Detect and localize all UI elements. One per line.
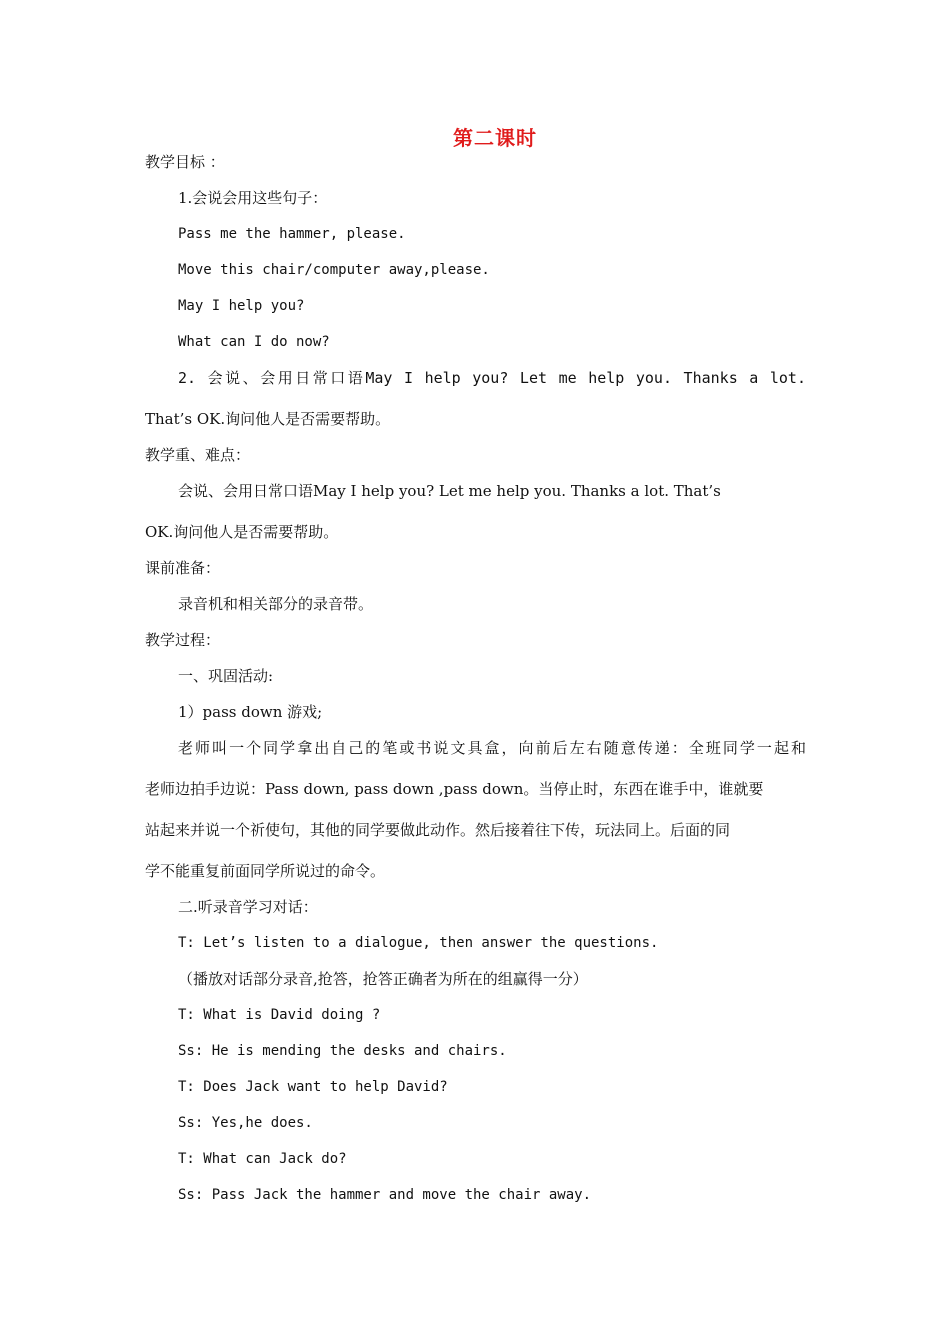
- dialogue-line-1: T: What is David doing ?: [178, 1007, 381, 1023]
- sentence-pass-hammer: Pass me the hammer, please.: [178, 226, 406, 242]
- sentence-move-chair: Move this chair/computer away,please.: [178, 262, 490, 278]
- dialogue-intro: T: Let’s listen to a dialogue, then answer the questions.: [178, 935, 659, 951]
- section-heading-objectives: 教学目标 ：: [145, 153, 225, 171]
- key-points-line-2: OK.询问他人是否需要帮助。: [145, 523, 339, 541]
- game-heading: 1）pass down 游戏;: [178, 703, 323, 721]
- sentence-may-i-help: May I help you?: [178, 298, 305, 314]
- dialogue-line-3: T: Does Jack want to help David?: [178, 1079, 448, 1095]
- step-1-heading: 一、巩固活动:: [178, 667, 274, 685]
- objective-2-line-1: 2. 会说、会用日常口语May I help you? Let me help you. Thanks a lot.: [178, 369, 806, 387]
- section-heading-key-points: 教学重、难点：: [145, 446, 251, 464]
- game-description-line-2: 老师边拍手边说：Pass down, pass down ,pass down。当停止时，东西在谁手中，谁就要: [145, 780, 764, 798]
- dialogue-line-6: Ss: Pass Jack the hammer and move the chair away.: [178, 1187, 592, 1203]
- section-heading-procedure: 教学过程：: [145, 631, 221, 649]
- sentence-what-can-i-do: What can I do now?: [178, 334, 330, 350]
- step-2-heading: 二.听录音学习对话：: [178, 898, 318, 916]
- game-description-line-4: 学不能重复前面同学所说过的命令。: [145, 862, 386, 880]
- dialogue-line-5: T: What can Jack do?: [178, 1151, 347, 1167]
- dialogue-line-2: Ss: He is mending the desks and chairs.: [178, 1043, 507, 1059]
- objective-1-heading: 1.会说会用这些句子：: [178, 189, 328, 207]
- game-description-line-3: 站起来并说一个祈使句，其他的同学要做此动作。然后接着往下传，玩法同上。后面的同: [145, 821, 731, 839]
- dialogue-instruction: （播放对话部分录音,抢答，抢答正确者为所在的组赢得一分）: [178, 970, 588, 988]
- page-title: 第二课时: [453, 126, 537, 150]
- section-heading-preparation: 课前准备：: [145, 559, 221, 577]
- preparation-text: 录音机和相关部分的录音带。: [178, 595, 374, 613]
- game-description-line-1: 老师叫一个同学拿出自己的笔或书说文具盒，向前后左右随意传递：全班同学一起和: [178, 739, 806, 757]
- dialogue-line-4: Ss: Yes,he does.: [178, 1115, 313, 1131]
- objective-2-line-2: That’s OK.询问他人是否需要帮助。: [145, 410, 391, 428]
- key-points-line-1: 会说、会用日常口语May I help you? Let me help you. Thanks a lot. That’s: [178, 482, 721, 500]
